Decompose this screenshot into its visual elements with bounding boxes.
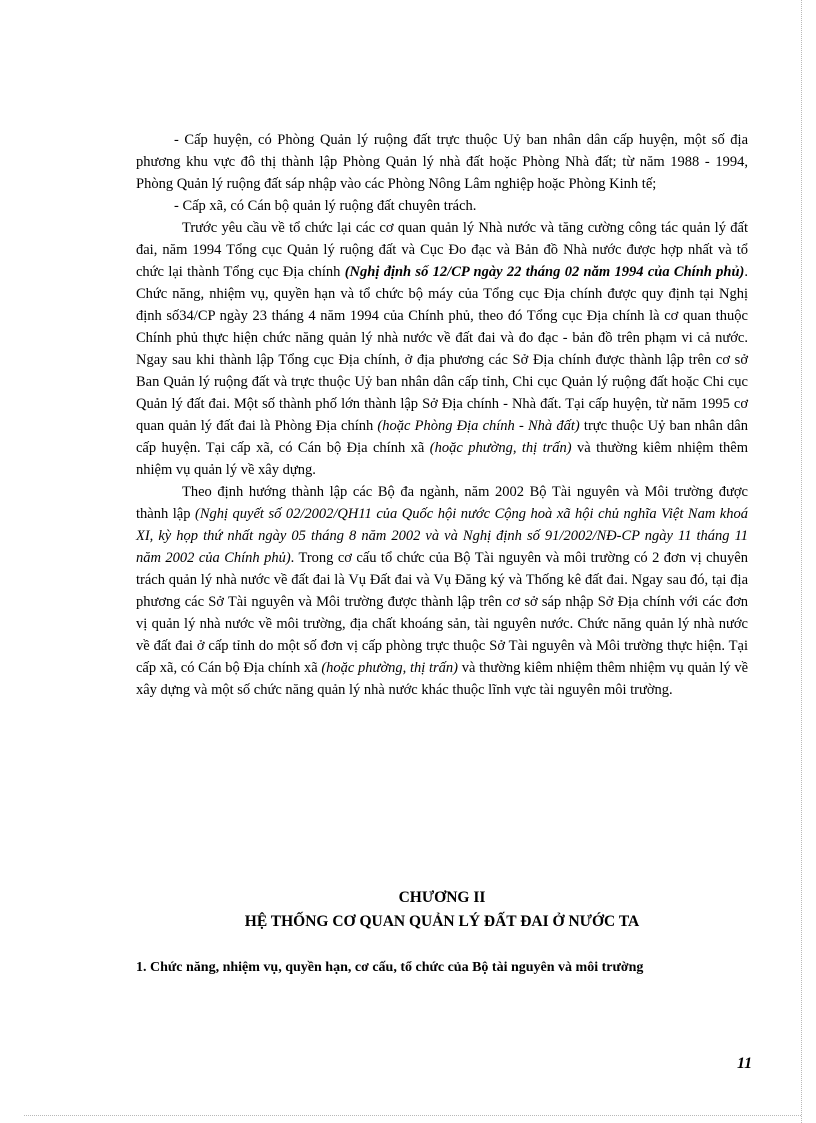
italic-note: (hoặc Phòng Địa chính - Nhà đất) [377,418,580,434]
text-span: trực thuộc Uỷ ban nhân dân cấp huyện. Tại cấp xã, có Cán bộ Địa chính xã [136,418,748,456]
paragraph-text: - Cấp huyện, có Phòng Quản lý ruộng đất trực thuộc Uỷ ban nhân dân cấp huyện, một số địa phương khu vực đô thị thành lập Phòng Quản lý nhà đất hoặc Phòng Nhà đất; từ năm 1988 - 1994, Phòng Quản lý ruộng đất sáp nhập vào các Phòng Nông Lâm nghiệp hoặc Phòng Kinh tế; [136,132,748,192]
italic-note: (hoặc phường, thị trấn) [321,660,458,676]
text-span: và thường kiêm nhiệm thêm nhiệm vụ quản lý về xây dựng. [136,440,748,478]
text-span: và thường kiêm nhiệm thêm nhiệm vụ quản lý về xây dựng và một số chức năng quản lý nhà nước khác thuộc lĩnh vực tài nguyên môi trường. [136,660,749,698]
text-span: Trước yêu cầu về tổ chức lại các cơ quan quản lý Nhà nước và tăng cường công tác quản lý đất đai, năm 1994 Tổng cục Quản lý ruộng đất và Cục Đo đạc và Bản đồ Nhà nước được hợp nhất và tổ chức lại thành Tổng cục Địa chính [136,220,748,280]
paragraph-text: - Cấp xã, có Cán bộ quản lý ruộng đất chuyên trách. [174,198,477,214]
paragraph-ministry [136,481,748,701]
paragraph-district-level [136,129,748,195]
paragraph-general-department [136,217,748,481]
chapter-title: HỆ THỐNG CƠ QUAN QUẢN LÝ ĐẤT ĐAI Ở NƯỚC TA [244,913,640,930]
section-heading: 1. Chức năng, nhiệm vụ, quyền hạn, cơ cấu, tổ chức của Bộ tài nguyên và môi trường [136,960,644,975]
body-text [136,129,748,701]
italic-note: (hoặc phường, thị trấn) [429,440,572,456]
page-number: 11 [737,1055,753,1072]
resolution-citation: (Nghị quyết số 02/2002/QH11 của Quốc hội nước Cộng hoà xã hội chủ nghĩa Việt Nam khoá XI, kỳ họp thứ nhất ngày 05 tháng 8 năm 2002 và và Nghị định số 91/2002/NĐ-CP ngày 11 tháng 11 năm 2002 của Chính phủ) [136,506,748,566]
chapter-number: CHƯƠNG II [398,889,486,906]
page-border-right [801,0,802,1123]
page-border-bottom [24,1115,801,1116]
text-span: Theo định hướng thành lập các Bộ đa ngành, năm 2002 Bộ Tài nguyên và Môi trường được thành lập [136,484,748,522]
text-span: . Chức năng, nhiệm vụ, quyền hạn và tổ chức bộ máy của Tổng cục Địa chính được quy định tại Nghị định số34/CP ngày 23 tháng 4 năm 1994 của Chính phủ, theo đó Tổng cục Địa chính là cơ quan thuộc Chính phủ thực hiện chức năng quản lý nhà nước về đất đai và đo đạc - bản đồ trên phạm vi cả nước. Ngay sau khi thành lập Tổng cục Địa chính, ở địa phương các Sở Địa chính được thành lập trên cơ sở Ban Quản lý ruộng đất và trực thuộc Uỷ ban nhân dân cấp tỉnh, Chi cục Quản lý ruộng đất hoặc Chi cục Quản lý đất đai. Một số thành phố lớn thành lập Sở Địa chính - Nhà đất. Tại cấp huyện, từ năm 1995 cơ quan quản lý đất đai là Phòng Địa chính [136,264,748,434]
decree-citation: (Nghị định số 12/CP ngày 22 tháng 02 năm 1994 của Chính phủ) [344,264,745,280]
text-span: . Trong cơ cấu tổ chức của Bộ Tài nguyên và môi trường có 2 đơn vị chuyên trách quản lý nhà nước về đất đai là Vụ Đất đai và Vụ Đăng ký và Thống kê đất đai. Ngay sau đó, tại địa phương các Sở Tài nguyên và Môi trường được thành lập trên cơ sở sáp nhập Sở Địa chính với các đơn vị quản lý nhà nước về môi trường, địa chất khoáng sản, tài nguyên nước. Chức năng quản lý nhà nước về đất đai ở cấp tỉnh do một số đơn vị cấp phòng trực thuộc Sở Tài nguyên và Môi trường thực hiện. Tại cấp xã, có Cán bộ Địa chính xã [136,550,748,676]
paragraph-commune-level [136,195,748,217]
chapter-heading [136,886,748,934]
